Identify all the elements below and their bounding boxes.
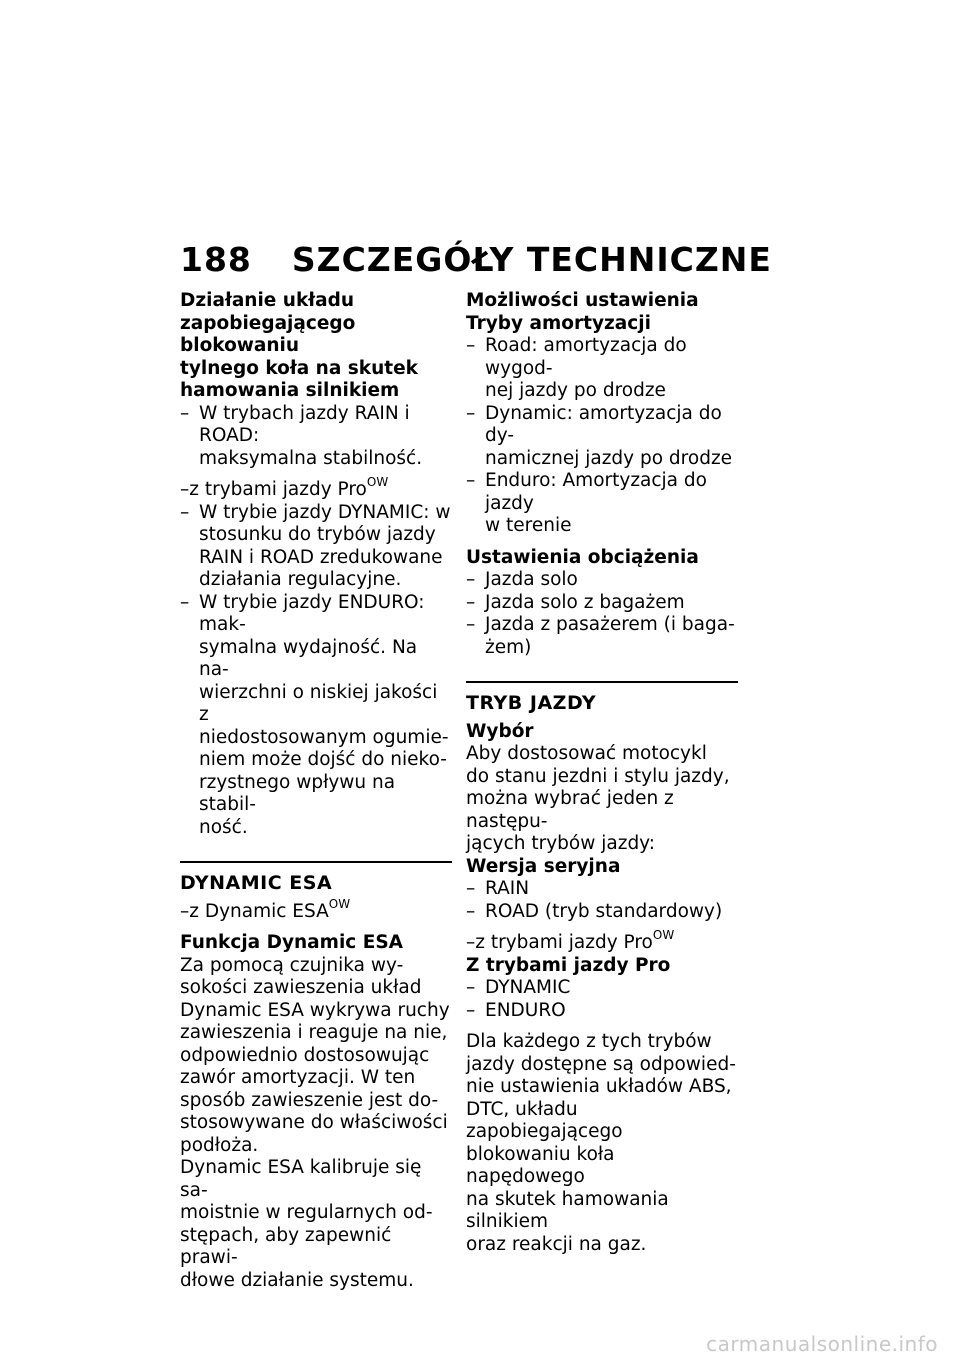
- text-line: Jazda solo: [485, 569, 578, 590]
- text-line: zawór amortyzacji. W ten: [180, 1067, 416, 1088]
- heading-esa-function: Funkcja Dynamic ESA: [180, 932, 403, 953]
- text-line: Dynamic ESA wykrywa ruchy: [180, 999, 450, 1021]
- text-line: stosowywane do właściwości: [180, 1112, 448, 1133]
- bullet-text: [485, 977, 738, 1000]
- text-line: W trybie jazdy DYNAMIC: w: [199, 501, 451, 523]
- text-line: sokości zawieszenia układ: [180, 977, 422, 998]
- text-line: nej jazdy po drodze: [485, 380, 666, 401]
- text-line: w terenie: [485, 515, 572, 536]
- bullet-item: [466, 403, 738, 471]
- text-line: Jazda solo z bagażem: [485, 591, 685, 613]
- bullet-text: [485, 592, 738, 615]
- bullet-dash: –: [180, 402, 190, 424]
- option-code: OW: [328, 896, 351, 911]
- text-line: Dynamic: amortyzacja do dy-: [485, 402, 722, 446]
- text-line: Za pomocą czujnika wy-: [180, 954, 404, 976]
- bullet-text: [199, 403, 452, 471]
- text-line: odpowiednio dostosowując: [180, 1044, 430, 1066]
- paragraph: [180, 1157, 452, 1292]
- bullet-dash: –: [466, 614, 476, 635]
- text-line: ENDURO: [485, 999, 566, 1021]
- option-text: z trybami jazdy Pro: [189, 479, 367, 500]
- option-note: [466, 928, 738, 955]
- heading-settings: Możliwości ustawienia: [466, 290, 699, 311]
- bullet-text: [485, 1000, 738, 1023]
- bullet-item: [466, 335, 738, 403]
- text-line: rzystnego wpływu na stabil-: [199, 771, 396, 815]
- text-line: ROAD (tryb standardowy): [485, 900, 723, 922]
- section-divider: [180, 861, 452, 863]
- text-line: blokowaniu koła napędowego: [466, 1143, 615, 1187]
- bullet-dash: –: [180, 900, 190, 922]
- bullet-item: [466, 569, 738, 592]
- bullet-dash: –: [466, 402, 476, 424]
- heading-selection: Wybór: [466, 720, 534, 742]
- text-line: tylnego koła na skutek: [180, 357, 418, 379]
- text-line: na skutek hamowania silnikiem: [466, 1188, 669, 1232]
- bullet-dash: –: [466, 591, 476, 613]
- heading-damping-modes: Tryby amortyzacji: [466, 312, 651, 334]
- heading-pro-modes: Z trybami jazdy Pro: [466, 954, 671, 976]
- page-number: 188: [180, 240, 252, 279]
- heading-load-settings: Ustawienia obciążenia: [466, 546, 699, 568]
- bullet-dash: –: [466, 932, 476, 953]
- heading-standard-version: Wersja seryjna: [466, 855, 621, 877]
- text-line: podłoża.: [180, 1134, 259, 1156]
- page-title: SZCZEGÓŁY TECHNICZNE: [291, 240, 772, 279]
- option-code: OW: [366, 475, 389, 489]
- text-line: W trybie jazdy ENDURO: mak-: [199, 591, 425, 635]
- bullet-item: [180, 592, 452, 840]
- bullet-item: [180, 502, 452, 592]
- text-line: hamowania silnikiem: [180, 380, 400, 401]
- right-column: [466, 290, 738, 1256]
- bullet-dash: –: [466, 878, 476, 899]
- bullet-text: [485, 901, 738, 924]
- text-line: stępach, aby zapewnić prawi-: [180, 1224, 392, 1268]
- bullet-text: [485, 470, 738, 538]
- bullet-item: [180, 403, 452, 471]
- heading-engine-brake: [180, 290, 452, 403]
- bullet-text: [485, 335, 738, 403]
- watermark: carmanualsonline.info: [706, 1332, 938, 1356]
- text-line: można wybrać jeden z następu-: [466, 788, 674, 832]
- text-line: Jazda z pasażerem (i baga-: [485, 614, 735, 635]
- paragraph: [466, 743, 738, 856]
- text-line: Road: amortyzacja do wygod-: [485, 335, 687, 379]
- text-line: ność.: [199, 816, 248, 838]
- text-line: jących trybów jazdy:: [466, 833, 656, 854]
- text-line: Dynamic ESA kalibruje się sa-: [180, 1157, 422, 1201]
- bullet-dash: –: [466, 999, 476, 1021]
- option-text: z Dynamic ESA: [189, 900, 329, 922]
- page-header: [180, 240, 772, 279]
- text-line: niem może dojść do nieko-: [199, 749, 447, 770]
- text-line: żem): [485, 636, 532, 658]
- text-line: niedostosowanym ogumie-: [199, 726, 449, 748]
- text-line: RAIN: [485, 878, 530, 899]
- paragraph: [466, 1031, 738, 1256]
- bullet-dash: –: [180, 479, 190, 500]
- text-line: oraz reakcji na gaz.: [466, 1233, 647, 1255]
- text-line: zapobiegającego blokowaniu: [180, 312, 356, 356]
- bullet-dash: –: [466, 335, 476, 356]
- text-line: DYNAMIC: [485, 977, 571, 998]
- text-line: nie ustawienia układów ABS,: [466, 1076, 732, 1097]
- text-line: dłowe działanie systemu.: [180, 1269, 414, 1291]
- bullet-dash: –: [180, 501, 190, 523]
- option-note: [180, 896, 452, 924]
- bullet-text: [485, 878, 738, 901]
- bullet-item: [466, 878, 738, 901]
- text-line: moistnie w regularnych od-: [180, 1202, 433, 1223]
- text-line: symalna wydajność. Na na-: [199, 636, 418, 680]
- bullet-item: [466, 977, 738, 1000]
- bullet-text: [485, 614, 738, 659]
- text-line: Działanie układu: [180, 290, 355, 311]
- text-line: Enduro: Amortyzacja do jazdy: [485, 470, 707, 514]
- text-line: stosunku do trybów jazdy: [199, 524, 436, 545]
- text-line: Aby dostosować motocykl: [466, 743, 707, 764]
- bullet-text: [199, 592, 452, 840]
- text-line: Dla każdego z tych trybów: [466, 1031, 712, 1052]
- section-divider: [466, 681, 738, 683]
- bullet-dash: –: [466, 470, 476, 491]
- text-line: maksymalna stabilność.: [199, 447, 423, 469]
- text-line: zawieszenia i reaguje na nie,: [180, 1022, 448, 1043]
- text-line: sposób zawieszenie jest do-: [180, 1089, 439, 1111]
- paragraph: [180, 955, 452, 1158]
- section-title-dynamic-esa: DYNAMIC ESA: [180, 872, 333, 894]
- text-line: namicznej jazdy po drodze: [485, 447, 733, 469]
- text-line: W trybach jazdy RAIN i ROAD:: [199, 402, 410, 446]
- bullet-item: [466, 592, 738, 615]
- bullet-item: [466, 470, 738, 538]
- text-line: działania regulacyjne.: [199, 569, 402, 590]
- bullet-dash: –: [180, 591, 190, 613]
- bullet-dash: –: [466, 569, 476, 590]
- option-text: z trybami jazdy Pro: [475, 932, 653, 953]
- text-line: RAIN i ROAD zredukowane: [199, 546, 443, 568]
- option-code: OW: [652, 928, 675, 942]
- section-title-riding-mode: TRYB JAZDY: [466, 692, 597, 714]
- bullet-item: [466, 614, 738, 659]
- text-line: do stanu jezdni i stylu jazdy,: [466, 765, 730, 787]
- option-note: [180, 475, 452, 502]
- text-line: wierzchni o niskiej jakości z: [199, 681, 438, 725]
- bullet-dash: –: [466, 900, 476, 922]
- bullet-text: [199, 502, 452, 592]
- left-column: [180, 290, 452, 1292]
- bullet-item: [466, 1000, 738, 1023]
- bullet-text: [485, 403, 738, 471]
- bullet-item: [466, 901, 738, 924]
- bullet-text: [485, 569, 738, 592]
- text-line: jazdy dostępne są odpowied-: [466, 1053, 736, 1075]
- text-line: DTC, układu zapobiegającego: [466, 1098, 623, 1142]
- bullet-dash: –: [466, 977, 476, 998]
